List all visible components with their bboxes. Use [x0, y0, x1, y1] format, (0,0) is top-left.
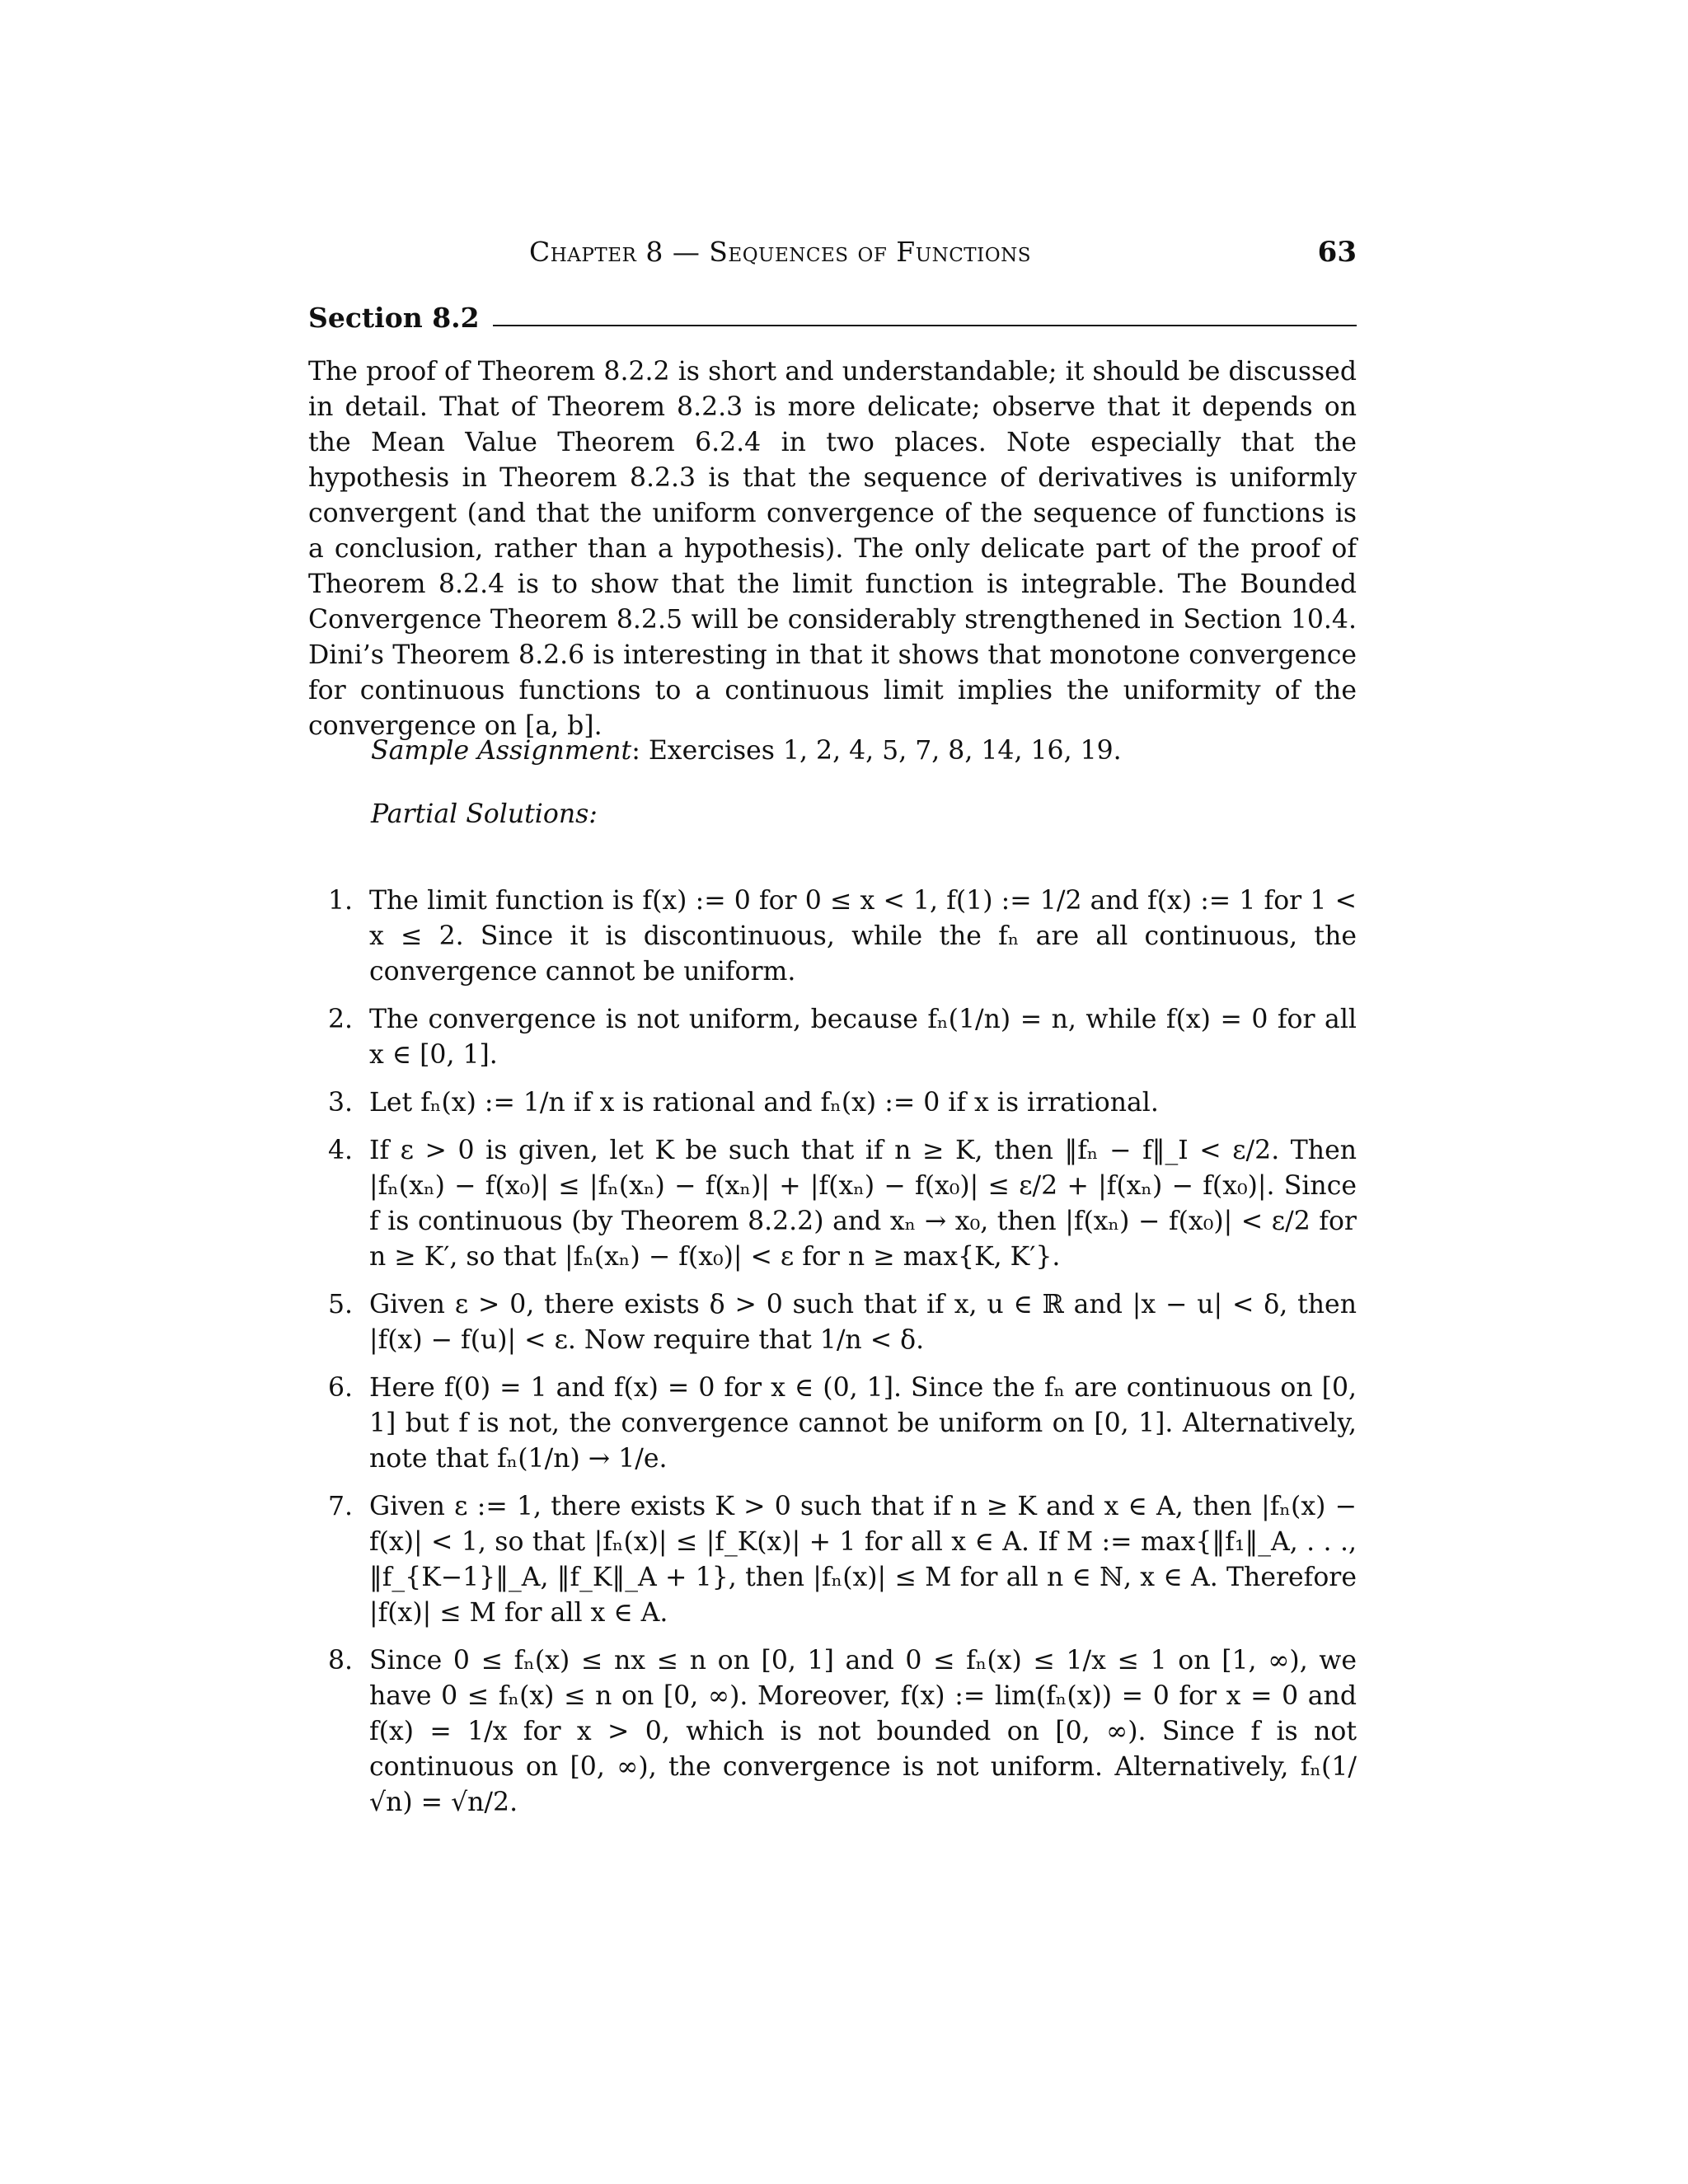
solution-item [308, 1002, 1357, 1073]
section-heading [308, 302, 1357, 335]
solution-number: 2. [328, 1005, 354, 1034]
solution-number: 8. [328, 1646, 354, 1675]
solution-item [308, 1643, 1357, 1821]
solution-number: 1. [328, 886, 354, 916]
sample-assignment-label: Sample Assignment [371, 736, 632, 766]
solution-text: Here f(0) = 1 and f(x) = 0 for x ∈ (0, 1]. Since the fₙ are continuous on [0, 1] but f is not, the convergence cannot be uniform on [0, 1]. Alternatively, note that fₙ(1/n) → 1/e. [369, 1373, 1357, 1474]
page-number: 63 [1317, 236, 1357, 269]
solution-item [308, 1489, 1357, 1631]
running-header [308, 236, 1357, 277]
solution-item [308, 1085, 1357, 1121]
solution-text: The convergence is not uniform, because fₙ(1/n) = n, while f(x) = 0 for all x ∈ [0, 1]. [369, 1005, 1357, 1070]
solution-number: 3. [328, 1088, 354, 1118]
sample-assignment-text: : Exercises 1, 2, 4, 5, 7, 8, 14, 16, 19. [631, 736, 1122, 766]
solution-number: 5. [328, 1290, 354, 1319]
solution-number: 4. [328, 1136, 354, 1165]
section-title: Section 8.2 [308, 302, 493, 334]
partial-solutions-label: Partial Solutions: [371, 799, 598, 829]
solution-text: Since 0 ≤ fₙ(x) ≤ nx ≤ n on [0, 1] and 0 ≤ fₙ(x) ≤ 1/x ≤ 1 on [1, ∞), we have 0 ≤ fₙ(x) ≤ n on [0, ∞). Moreover, f(x) := lim(fₙ(x)) = 0 for x = 0 and f(x) = 1/x for x > 0, which is not bounded on [0, ∞). Since f is not continuous on [0, ∞), the convergence is not uniform. Alternatively, fₙ(1/√n) = √n/2. [369, 1646, 1357, 1817]
section-rule [491, 325, 1357, 326]
solutions-list [308, 883, 1357, 1833]
solution-text: Let fₙ(x) := 1/n if x is rational and fₙ(x) := 0 if x is irrational. [369, 1088, 1159, 1118]
solution-item [308, 1133, 1357, 1275]
solution-text: Given ε := 1, there exists K > 0 such that if n ≥ K and x ∈ A, then |fₙ(x) − f(x)| < 1, so that |fₙ(x)| ≤ |f_K(x)| + 1 for all x ∈ A. If M := max{‖f₁‖_A, . . ., ‖f_{K−1}‖_A, ‖f_K‖_A + 1}, then |fₙ(x)| ≤ M for all n ∈ ℕ, x ∈ A. Therefore |f(x)| ≤ M for all x ∈ A. [369, 1492, 1357, 1628]
solution-item [308, 1371, 1357, 1477]
sample-assignment [371, 736, 1122, 766]
solution-text: Given ε > 0, there exists δ > 0 such that if x, u ∈ ℝ and |x − u| < δ, then |f(x) − f(u)| < ε. Now require that 1/n < δ. [369, 1290, 1357, 1355]
solution-item [308, 1287, 1357, 1358]
solution-text: If ε > 0 is given, let K be such that if n ≥ K, then ‖fₙ − f‖_I < ε/2. Then |fₙ(xₙ) − f(x₀)| ≤ |fₙ(xₙ) − f(xₙ)| + |f(xₙ) − f(x₀)| ≤ ε/2 + |f(xₙ) − f(x₀)|. Since f is continuous (by Theorem 8.2.2) and xₙ → x₀, then |f(xₙ) − f(x₀)| < ε/2 for n ≥ K′, so that |fₙ(xₙ) − f(x₀)| < ε for n ≥ max{K, K′}. [369, 1136, 1357, 1272]
solution-text: The limit function is f(x) := 0 for 0 ≤ x < 1, f(1) := 1/2 and f(x) := 1 for 1 < x ≤ 2. Since it is discontinuous, while the fₙ are all continuous, the convergence cannot be uniform. [369, 886, 1357, 987]
solution-item [308, 883, 1357, 990]
solution-number: 6. [328, 1373, 354, 1403]
solution-number: 7. [328, 1492, 354, 1521]
intro-paragraph: The proof of Theorem 8.2.2 is short and understandable; it should be discussed in detail. That of Theorem 8.2.3 is more delicate; observe that it depends on the Mean Value Theorem 6.2.4 in two places. Note especially that the hypothesis in Theorem 8.2.3 is that the sequence of derivatives is uniformly convergent (and that the uniform convergence of the sequence of functions is a conclusion, rather than a hypothesis). The only delicate part of the proof of Theorem 8.2.4 is to show that the limit function is integrable. The Bounded Convergence Theorem 8.2.5 will be considerably strengthened in Section 10.4. Dini’s Theorem 8.2.6 is interesting in that it shows that monotone convergence for continuous functions to a continuous limit implies the uniformity of the convergence on [a, b]. [308, 357, 1357, 741]
running-title: Chapter 8 — Sequences of Functions [529, 236, 1031, 268]
